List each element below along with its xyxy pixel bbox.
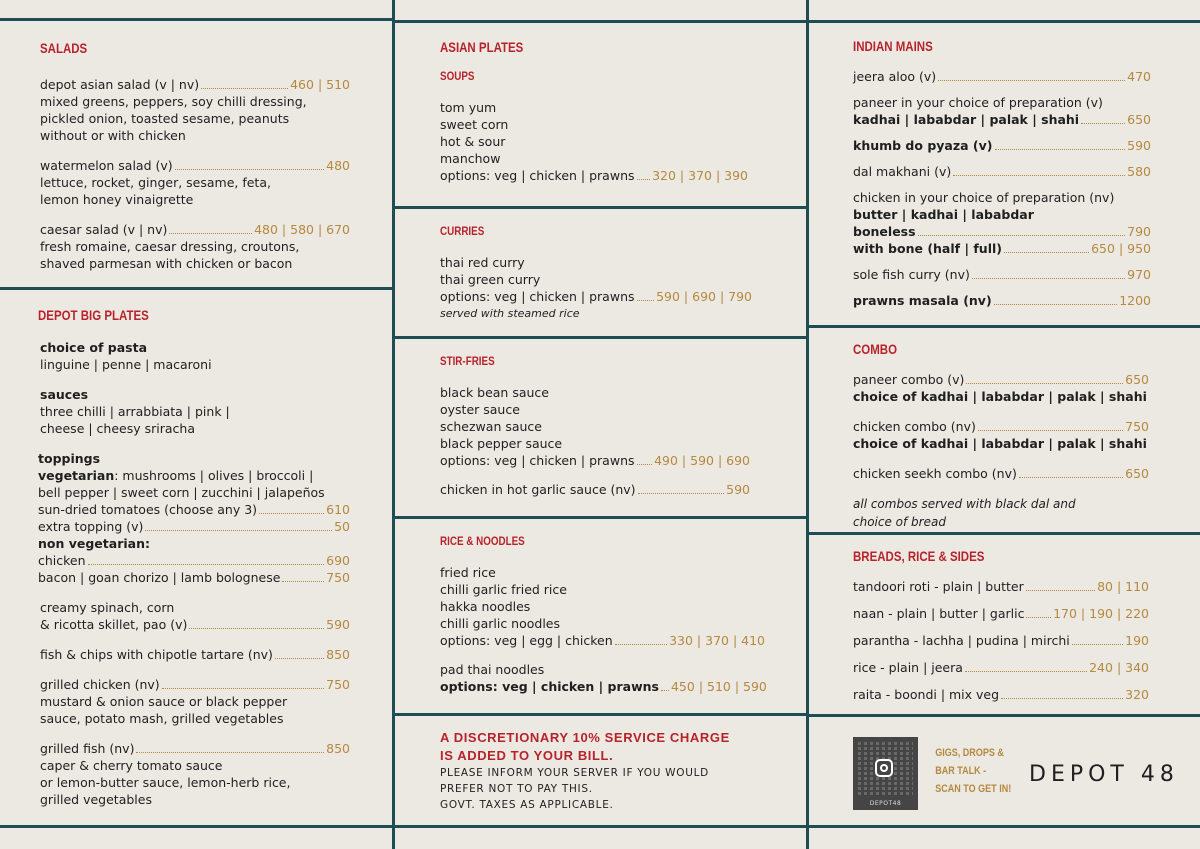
menu-item — [853, 292, 1151, 309]
salads-section — [40, 40, 350, 285]
item-desc: chicken in your choice of preparation (nv) — [853, 190, 1115, 205]
service-charge-text: PREFER NOT TO PAY THIS. — [440, 783, 593, 795]
item-price: 450 | 510 | 590 — [670, 679, 767, 694]
divider-soups-bottom — [395, 206, 806, 209]
list-item: fried rice — [440, 565, 496, 580]
gigs-line: GIGS, DROPS & — [935, 747, 1004, 759]
item-name: chicken — [38, 553, 86, 568]
item-desc: caper & cherry tomato sauce — [40, 758, 223, 773]
list-item: chilli garlic noodles — [440, 616, 561, 631]
item-name: sun-dried tomatoes (choose any 3) — [38, 502, 258, 517]
item-price: 650 — [1127, 112, 1151, 127]
item-name: chicken combo (nv) — [853, 419, 976, 434]
item-price: 320 — [1125, 687, 1149, 702]
veg-options: bell pepper | sweet corn | zucchini | jalapeños — [38, 485, 325, 500]
list-item: manchow — [440, 151, 501, 166]
veg-options: : mushrooms | olives | broccoli | — [114, 468, 314, 483]
sauces-options: three chilli | arrabbiata | pink | — [40, 404, 230, 419]
taxes-text: GOVT. TAXES AS APPLICABLE. — [440, 799, 614, 811]
item-price: 970 — [1127, 267, 1151, 282]
list-item: oyster sauce — [440, 402, 520, 417]
divider-bottom-middle — [395, 825, 806, 828]
indian-mains-title: INDIAN MAINS — [853, 38, 933, 54]
menu-item — [40, 740, 350, 808]
divider-bottom-right — [809, 825, 1200, 828]
service-charge-text: PLEASE INFORM YOUR SERVER IF YOU WOULD — [440, 767, 709, 779]
big-plates-title: DEPOT BIG PLATES — [38, 307, 149, 323]
item-desc: choice of kadhai | lababdar | palak | shahi — [853, 436, 1147, 451]
menu-item — [40, 646, 350, 663]
menu-item — [853, 266, 1151, 283]
item-name: caesar salad (v | nv) — [40, 222, 168, 237]
item-desc: paneer in your choice of preparation (v) — [853, 95, 1103, 110]
item-desc: or lemon-butter sauce, lemon-herb rice, — [40, 775, 291, 790]
item-desc: grilled vegetables — [40, 792, 152, 807]
salads-title: SALADS — [40, 40, 88, 56]
item-desc: butter | kadhai | lababdar — [853, 207, 1034, 222]
item-name: tandoori roti - plain | butter — [853, 579, 1024, 594]
item-price: 650 — [1125, 372, 1149, 387]
item-name: raita - boondi | mix veg — [853, 687, 1000, 702]
divider-top-left — [0, 18, 392, 21]
item-name: & ricotta skillet, pao (v) — [40, 617, 188, 632]
list-item: chilli garlic fried rice — [440, 582, 567, 597]
item-desc: pickled onion, toasted sesame, peanuts — [40, 111, 290, 126]
item-price: 590 — [326, 617, 350, 632]
item-name: sole fish curry (nv) — [853, 267, 970, 282]
divider-indian-bottom — [809, 325, 1200, 328]
menu-item — [40, 676, 350, 727]
curries-note: served with steamed rice — [440, 307, 580, 320]
combo-note: all combos served with black dal and — [853, 497, 1076, 511]
service-charge-title: A DISCRETIONARY 10% SERVICE CHARGE — [440, 730, 730, 745]
asian-plates-title: ASIAN PLATES — [440, 39, 524, 55]
item-name: chicken in hot garlic sauce (nv) — [440, 482, 636, 497]
item-name: grilled fish (nv) — [40, 741, 135, 756]
divider-vertical-right — [806, 0, 809, 849]
sauces-label: sauces — [40, 387, 89, 402]
options-line: options: veg | chicken | prawns — [440, 168, 635, 183]
item-name: kadhai | lababdar | palak | shahi — [853, 112, 1080, 127]
item-desc: lettuce, rocket, ginger, sesame, feta, — [40, 175, 271, 190]
list-item: tom yum — [440, 100, 497, 115]
item-name: naan - plain | butter | garlic — [853, 606, 1025, 621]
qr-code[interactable] — [853, 737, 918, 810]
list-item: schezwan sauce — [440, 419, 542, 434]
item-price: 240 | 340 — [1089, 660, 1149, 675]
item-name: bacon | goan chorizo | lamb bolognese — [38, 570, 281, 585]
soups-title: SOUPS — [440, 69, 475, 83]
options-line: options: veg | chicken | prawns — [440, 453, 635, 468]
item-name: chicken seekh combo (nv) — [853, 466, 1017, 481]
item-name: with bone (half | full) — [853, 241, 1002, 256]
list-item: black bean sauce — [440, 385, 549, 400]
item-name: depot asian salad (v | nv) — [40, 77, 200, 92]
item-name: dal makhani (v) — [853, 164, 952, 179]
pasta-group — [40, 339, 350, 373]
item-desc: mixed greens, peppers, soy chilli dressing, — [40, 94, 307, 109]
rice-noodles-section — [440, 534, 765, 695]
rice-noodles-title: RICE & NOODLES — [440, 534, 525, 548]
item-price: 750 — [1125, 419, 1149, 434]
menu-item — [853, 137, 1151, 154]
divider-stirfries-bottom — [395, 516, 806, 519]
item-price: 750 — [326, 570, 350, 585]
curries-section — [440, 224, 752, 322]
divider-curries-bottom — [395, 336, 806, 339]
sauces-group — [40, 386, 350, 437]
item-price: 790 — [1127, 224, 1151, 239]
item-price: 650 | 950 — [1091, 241, 1151, 256]
item-price: 650 — [1125, 466, 1149, 481]
item-name: jeera aloo (v) — [853, 69, 937, 84]
divider-top-middle — [395, 20, 806, 23]
divider-rice-bottom — [395, 713, 806, 716]
divider-bottom-left — [0, 825, 392, 828]
item-price: 460 | 510 — [290, 77, 350, 92]
item-desc: creamy spinach, corn — [40, 600, 175, 615]
item-desc: choice of kadhai | lababdar | palak | shahi — [853, 389, 1147, 404]
combo-section — [853, 341, 1149, 531]
item-price: 590 — [726, 482, 750, 497]
soups-section — [440, 39, 748, 184]
divider-vertical-left — [392, 0, 395, 849]
item-price: 850 — [326, 647, 350, 662]
list-item: pad thai noodles — [440, 662, 545, 677]
item-price: 590 | 690 | 790 — [656, 289, 752, 304]
item-price: 330 | 370 | 410 — [669, 633, 765, 648]
instagram-icon — [875, 759, 893, 777]
item-price: 320 | 370 | 390 — [652, 168, 748, 183]
item-price: 170 | 190 | 220 — [1053, 606, 1149, 621]
item-price: 1200 — [1119, 293, 1151, 308]
divider-top-right — [809, 20, 1200, 23]
pasta-options: linguine | penne | macaroni — [40, 357, 212, 372]
item-price: 480 | 580 | 670 — [254, 222, 350, 237]
options-line: options: veg | chicken | prawns — [440, 679, 659, 694]
item-desc: fresh romaine, caesar dressing, croutons, — [40, 239, 300, 254]
gigs-line: SCAN TO GET IN! — [935, 783, 1012, 795]
item-price: 50 — [334, 519, 350, 534]
sauces-options: cheese | cheesy sriracha — [40, 421, 195, 436]
service-charge-title: IS ADDED TO YOUR BILL. — [440, 748, 614, 763]
depot48-logo: DEPOT 48 — [1029, 762, 1179, 787]
divider-breads-bottom — [809, 714, 1200, 717]
menu-item — [853, 68, 1151, 85]
toppings-group — [38, 450, 350, 586]
big-plates-section — [38, 307, 350, 821]
item-price: 580 — [1127, 164, 1151, 179]
menu-item — [40, 599, 350, 633]
item-name: khumb do pyaza (v) — [853, 138, 993, 153]
item-price: 490 | 590 | 690 — [654, 453, 750, 468]
item-price: 750 — [326, 677, 350, 692]
menu-item — [853, 163, 1151, 180]
stirfries-section — [440, 354, 750, 498]
menu-item — [853, 418, 1149, 452]
item-name: watermelon salad (v) — [40, 158, 173, 173]
item-desc: without or with chicken — [40, 128, 186, 143]
toppings-label: toppings — [38, 451, 101, 466]
divider-salads-bottom — [0, 287, 392, 290]
menu-item — [853, 94, 1151, 128]
qr-label: DEPOT48 — [869, 800, 902, 807]
menu-item — [853, 189, 1151, 257]
item-name: grilled chicken (nv) — [40, 677, 160, 692]
menu-item — [853, 465, 1149, 482]
item-desc: lemon honey vinaigrette — [40, 192, 194, 207]
item-price: 590 — [1127, 138, 1151, 153]
item-price: 80 | 110 — [1097, 579, 1149, 594]
item-name: rice - plain | jeera — [853, 660, 963, 675]
item-price: 610 — [326, 502, 350, 517]
stirfries-title: STIR-FRIES — [440, 354, 495, 368]
item-desc: shaved parmesan with chicken or bacon — [40, 256, 293, 271]
item-desc: mustard & onion sauce or black pepper — [40, 694, 288, 709]
curries-title: CURRIES — [440, 224, 485, 238]
gigs-line: BAR TALK - — [935, 765, 987, 777]
list-item: hakka noodles — [440, 599, 531, 614]
menu-item — [853, 371, 1149, 405]
combo-title: COMBO — [853, 341, 898, 357]
item-name: parantha - lachha | pudina | mirchi — [853, 633, 1070, 648]
item-name: paneer combo (v) — [853, 372, 965, 387]
item-name: extra topping (v) — [38, 519, 144, 534]
item-price: 690 — [326, 553, 350, 568]
pasta-label: choice of pasta — [40, 340, 148, 355]
list-item: thai red curry — [440, 255, 525, 270]
list-item: sweet corn — [440, 117, 509, 132]
divider-combo-bottom — [809, 532, 1200, 535]
breads-section — [853, 548, 1149, 703]
breads-title: BREADS, RICE & SIDES — [853, 548, 985, 564]
item-name: fish & chips with chipotle tartare (nv) — [40, 647, 273, 662]
gigs-promo — [930, 744, 1012, 798]
item-price: 850 — [326, 741, 350, 756]
options-line: options: veg | egg | chicken — [440, 633, 613, 648]
nonveg-label: non vegetarian: — [38, 536, 150, 551]
item-name: prawns masala (nv) — [853, 293, 992, 308]
list-item: black pepper sauce — [440, 436, 563, 451]
list-item: thai green curry — [440, 272, 541, 287]
veg-label: vegetarian — [38, 468, 115, 483]
menu-item — [40, 157, 350, 208]
options-line: options: veg | chicken | prawns — [440, 289, 635, 304]
menu-item — [40, 76, 350, 144]
menu-item — [40, 221, 350, 272]
item-price: 470 — [1127, 69, 1151, 84]
list-item: hot & sour — [440, 134, 506, 149]
item-price: 190 — [1125, 633, 1149, 648]
item-name: boneless — [853, 224, 916, 239]
indian-mains-section — [853, 38, 1151, 318]
combo-note: choice of bread — [853, 515, 946, 529]
service-charge-section — [440, 729, 770, 813]
item-desc: sauce, potato mash, grilled vegetables — [40, 711, 284, 726]
item-price: 480 — [326, 158, 350, 173]
